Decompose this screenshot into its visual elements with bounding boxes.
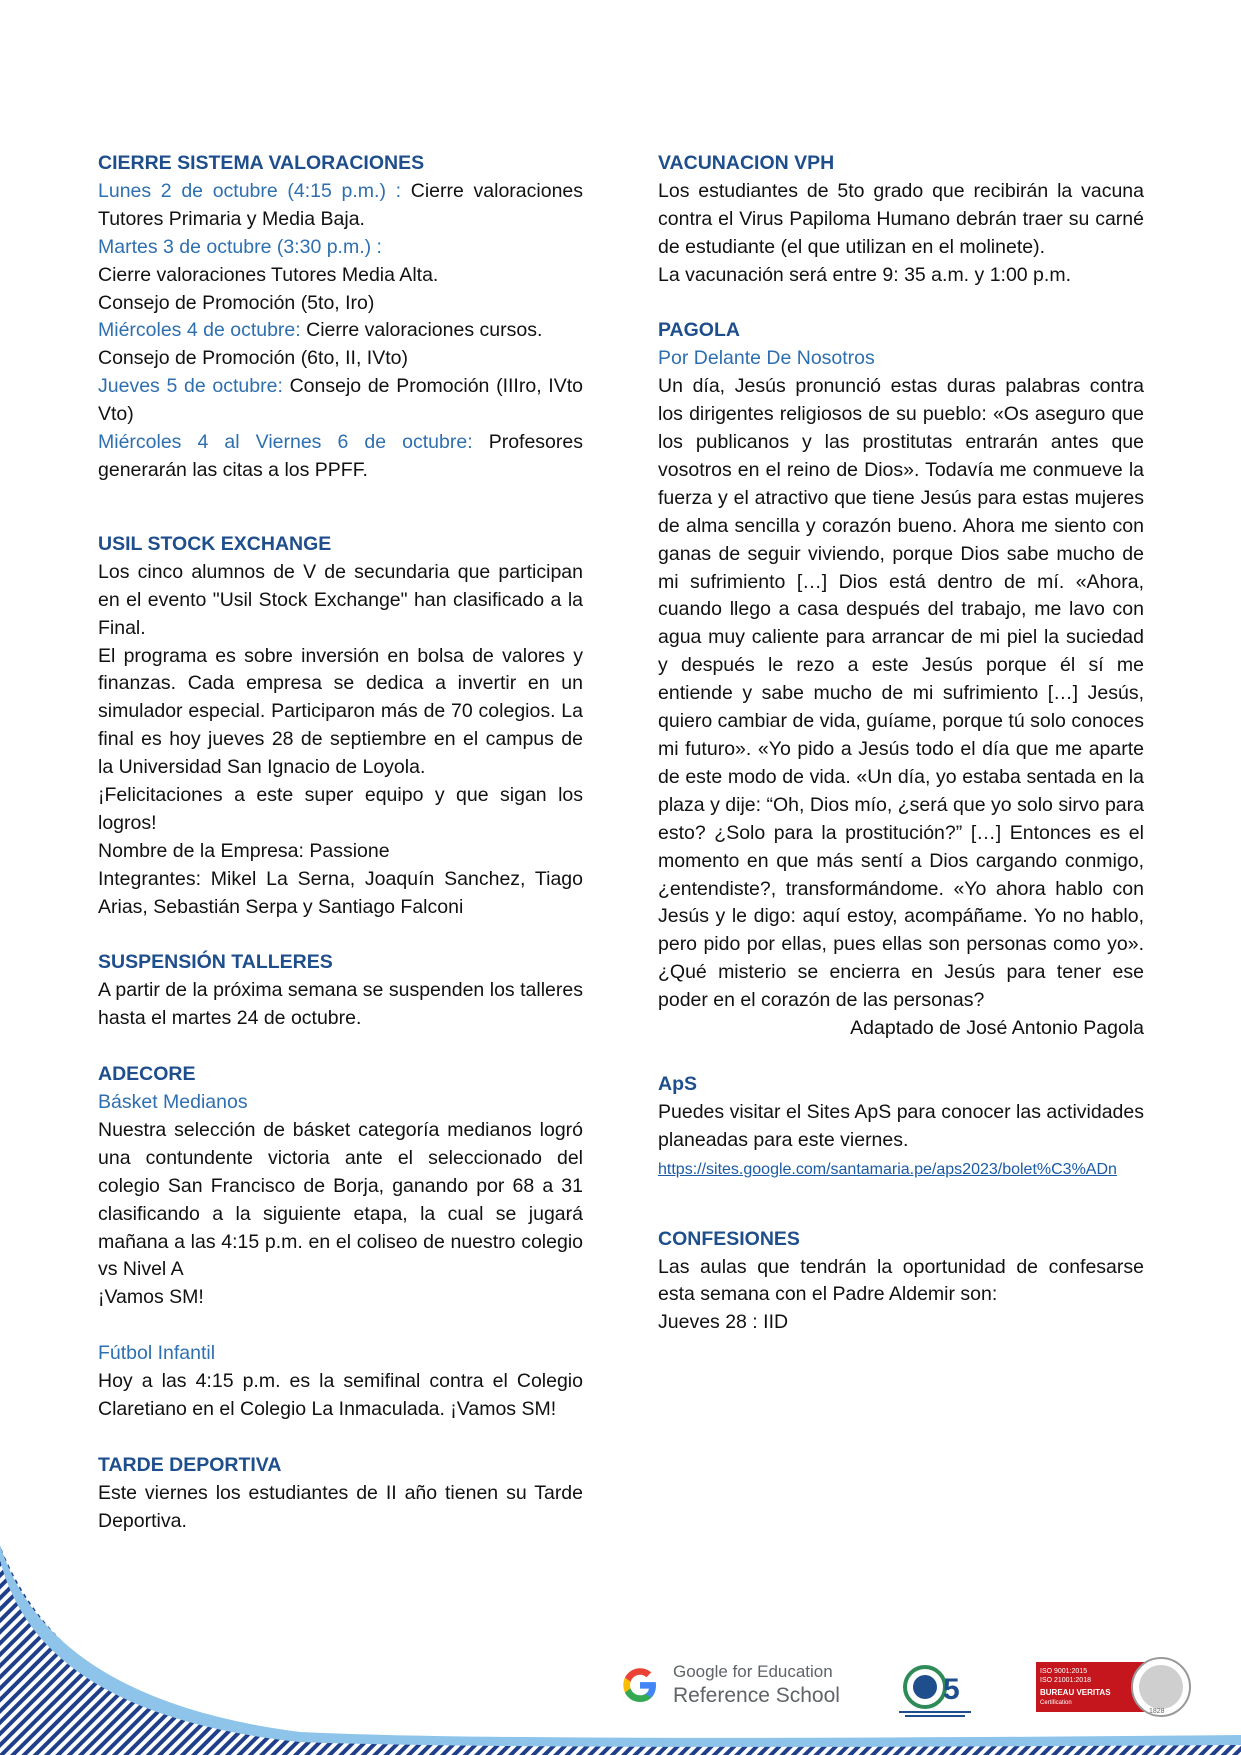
paragraph: El programa es sobre inversión en bolsa de valores y finanzas. Cada empresa se dedica a invertir en un simulador especial. Participaron más de 70 colegios. La final es hoy jueves 28 de septiembre en el campus de la Universidad San Ignacio de Loyola.	[98, 644, 583, 779]
date-label: Miércoles 4 de octubre:	[98, 319, 301, 342]
paragraph: Los cinco alumnos de V de secundaria que participan en el evento "Usil Stock Exchange" han clasificado a la Final.	[98, 560, 583, 639]
paragraph: Jueves 28 : IID	[658, 1311, 789, 1334]
svg-text:ISO 21001:2018: ISO 21001:2018	[1040, 1677, 1091, 1684]
date-label: Miércoles 4 al Viernes 6 de octubre:	[98, 431, 473, 454]
date-label: Martes 3 de octubre (3:30 p.m.) :	[98, 235, 382, 258]
svg-text:BUREAU VERITAS: BUREAU VERITAS	[1040, 1688, 1111, 1697]
section-tarde-deportiva	[98, 1452, 583, 1536]
paragraph: Puedes visitar el Sites ApS para conocer las actividades planeadas para este viernes.	[658, 1100, 1144, 1151]
paragraph: Los estudiantes de 5to grado que recibirán la vacuna contra el Virus Papiloma Humano debrán traer su carné de estudiante (el que utilizan en el molinete).	[658, 179, 1144, 258]
section-vph	[658, 150, 1144, 290]
date-text: Consejo de Promoción (5to, Iro)	[98, 291, 375, 314]
paragraph: Este viernes los estudiantes de II año tienen su Tarde Deportiva.	[98, 1481, 583, 1532]
google-reference-label: Reference School	[673, 1684, 840, 1707]
section-title: TARDE DEPORTIVA	[98, 1453, 282, 1476]
paragraph: La vacunación será entre 9: 35 a.m. y 1:00 p.m.	[658, 263, 1071, 286]
footer-wave-decoration	[0, 1530, 1241, 1755]
date-text: Consejo de Promoción (IIIro, IVto Vto)	[98, 375, 583, 426]
date-label: Jueves 5 de octubre:	[98, 375, 283, 398]
date-text: Consejo de Promoción (6to, II, IVto)	[98, 347, 408, 370]
pacto-educativo-logo-icon	[895, 1655, 975, 1719]
section-suspension	[98, 949, 583, 1033]
section-title: CONFESIONES	[658, 1227, 800, 1250]
aps-link[interactable]: https://sites.google.com/santamaria.pe/aps2023/bolet%C3%ADn	[658, 1160, 1117, 1178]
date-label: Lunes 2 de octubre (4:15 p.m.) :	[98, 179, 402, 202]
right-column	[658, 150, 1144, 1337]
paragraph: ¡Vamos SM!	[98, 1286, 204, 1309]
paragraph: Un día, Jesús pronunció estas duras palabras contra los dirigentes religiosos de su pueblo: «Os aseguro que los publicanos y las prostitutas entrarán antes que vosotros en el reino de Dios». Todavía me conmueve la fuerza y el atractivo que tiene Jesús para estas mujeres de alma sencilla y corazón bueno. Ahora me siento con ganas de seguir viviendo, porque Dios sabe mucho de mi sufrimiento […] Dios está dentro de mí. «Ahora, cuando llego a casa después del trabajo, me lavo con agua muy caliente para arrancar de mi piel la suciedad y después le rezo a este Jesús porque él sí me entiende y sabe mucho de mi sufrimiento […] Jesús, quiero cambiar de vida, guíame, porque tú solo conoces mi futuro». «Yo pido a Jesús todo el día que me aparte de este modo de vida. «Un día, yo estaba sentada en la plaza y dije: “Oh, Dios mío, ¿será que yo solo sirvo para esto? ¿Solo para la prostitución?” […] Entonces es el momento en que más sentí a Dios cargando conmigo, ¿entendiste?, transformándome. «Yo ahora hablo con Jesús y le digo: aquí estoy, acompáñame. Yo no hablo, pero pido por ellas, pues ellas son personas como yo». ¿Qué misterio se encierra en Jesús para tener ese poder en el corazón de las personas?	[658, 375, 1144, 1012]
paragraph: A partir de la próxima semana se suspenden los talleres hasta el martes 24 de octubre.	[98, 979, 583, 1030]
bureau-veritas-logo-icon	[1036, 1657, 1194, 1717]
section-title: ADECORE	[98, 1063, 196, 1086]
section-title: CIERRE SISTEMA VALORACIONES	[98, 152, 425, 174]
svg-text:Certification: Certification	[1040, 1700, 1072, 1706]
subsection-title: Fútbol Infantil	[98, 1342, 216, 1365]
paragraph: Nuestra selección de básket categoría medianos logró una contundente victoria ante el seleccionado del colegio San Francisco de Borja, ganando por 68 a 31 clasificando a la siguiente etapa, la cual se jugará mañana a las 4:15 p.m. en el coliseo de nuestro colegio vs Nivel A	[98, 1118, 583, 1281]
section-title: ApS	[658, 1072, 697, 1095]
section-adecore	[98, 1061, 583, 1424]
paragraph: Las aulas que tendrán la oportunidad de confesarse esta semana con el Padre Aldemir son:	[658, 1255, 1144, 1306]
google-education-label: Google for Education	[673, 1662, 833, 1681]
paragraph: ¡Felicitaciones a este super equipo y que sigan los logros!	[98, 784, 583, 834]
section-confesiones	[658, 1226, 1144, 1338]
subsection-title: Básket Medianos	[98, 1090, 248, 1113]
section-cierre	[98, 150, 583, 485]
subsection-title: Por Delante De Nosotros	[658, 347, 875, 370]
section-pagola	[658, 317, 1144, 1043]
svg-text:ISO 9001:2015: ISO 9001:2015	[1040, 1668, 1088, 1675]
section-title: SUSPENSIÓN TALLERES	[98, 951, 333, 974]
svg-text:1828: 1828	[1149, 1708, 1165, 1715]
section-title: USIL STOCK EXCHANGE	[98, 532, 332, 555]
date-text: Cierre valoraciones Tutores Media Alta.	[98, 263, 439, 286]
date-text: Cierre valoraciones Tutores Primaria y Media Baja.	[98, 179, 584, 230]
section-title: VACUNACION VPH	[658, 152, 835, 174]
svg-text:5: 5	[943, 1673, 960, 1706]
section-aps	[658, 1071, 1144, 1181]
section-title: PAGOLA	[658, 319, 740, 342]
paragraph: Nombre de la Empresa: Passione	[98, 839, 390, 862]
section-usil	[98, 531, 583, 922]
credit-line: Adaptado de José Antonio Pagola	[850, 1017, 1144, 1040]
paragraph: Hoy a las 4:15 p.m. es la semifinal contra el Colegio Claretiano en el Colegio La Inmaculada. ¡Vamos SM!	[98, 1370, 583, 1420]
date-text: Cierre valoraciones cursos.	[300, 319, 543, 342]
paragraph: Integrantes: Mikel La Serna, Joaquín Sanchez, Tiago Arias, Sebastián Serpa y Santiago Falconi	[98, 867, 583, 918]
google-g-icon	[620, 1665, 660, 1705]
date-text: Profesores generarán las citas a los PPFF.	[98, 431, 583, 481]
left-column	[98, 150, 583, 1535]
